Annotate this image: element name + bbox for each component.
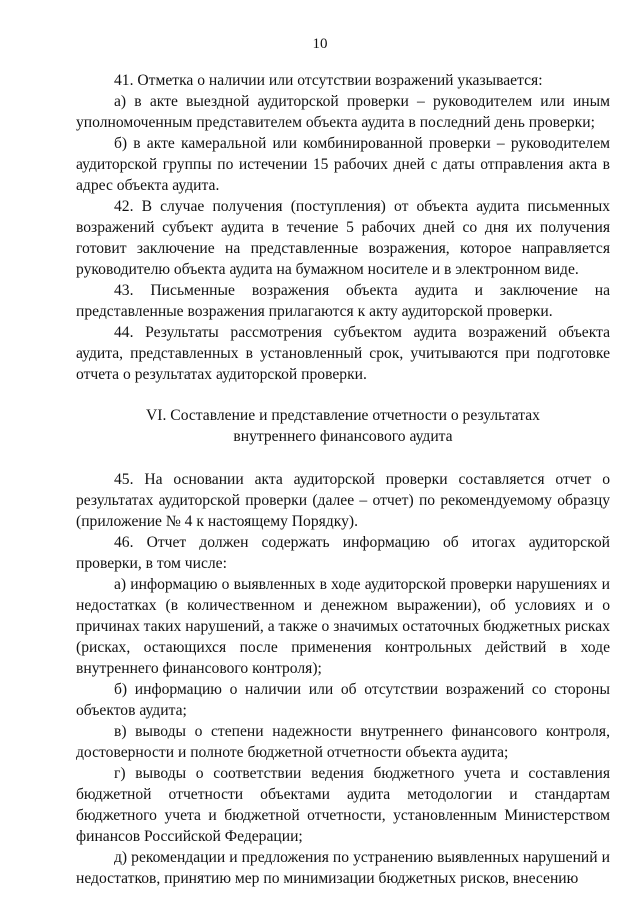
paragraph-46-b: б) информацию о наличии или об отсутствии возражений со стороны объектов аудита;: [76, 681, 610, 719]
paragraph-43: 43. Письменные возражения объекта аудита и заключение на представленные возражения прилагаются к акту аудиторской проверки.: [76, 282, 610, 320]
paragraph-46: 46. Отчет должен содержать информацию об итогах аудиторской проверки, в том числе:: [76, 534, 610, 572]
paragraph-44: 44. Результаты рассмотрения субъектом аудита возражений объекта аудита, представленных в установленный срок, учитываются при подготовке отчета о результатах аудиторской проверки.: [76, 324, 610, 383]
paragraph-45: 45. На основании акта аудиторской проверки составляется отчет о результатах аудиторской проверки (далее – отчет) по рекомендуемому образцу (приложение № 4 к настоящему Порядку).: [76, 471, 610, 530]
paragraph-46-a: а) информацию о выявленных в ходе аудиторской проверки нарушениях и недостатках (в количественном и денежном выражении), об условиях и о причинах таких нарушений, а также о значимых остаточных бюджетных рисках (рисках, остающихся после применения контрольных действий в ходе внутреннего финансового контроля);: [76, 576, 610, 677]
section-title-line-1: VI. Составление и представление отчетности о результатах: [146, 407, 540, 424]
paragraph-46-v: в) выводы о степени надежности внутреннего финансового контроля, достоверности и полноте бюджетной отчетности объекта аудита;: [76, 723, 610, 761]
paragraph-42: 42. В случае получения (поступления) от объекта аудита письменных возражений субъект аудита в течение 5 рабочих дней со дня их получения готовит заключение на представленные возражения, которое направляется руководителю объекта аудита на бумажном носителе и в электронном виде.: [76, 198, 610, 278]
paragraph-41-a: а) в акте выездной аудиторской проверки – руководителем или иным уполномоченным представителем объекта аудита в последний день проверки;: [76, 93, 610, 131]
paragraph-46-d: д) рекомендации и предложения по устранению выявленных нарушений и недостатков, принятию мер по минимизации бюджетных рисков, внесению: [76, 849, 610, 887]
paragraph-46-g: г) выводы о соответствии ведения бюджетного учета и составления бюджетной отчетности объектами аудита методологии и стандартам бюджетного учета и бюджетной отчетности, установленным Министерством финансов Российской Федерации;: [76, 765, 610, 845]
paragraph-41-b: б) в акте камеральной или комбинированной проверки – руководителем аудиторской группы по истечении 15 рабочих дней с даты отправления акта в адрес объекта аудита.: [76, 135, 610, 194]
section-title-line-2: внутреннего финансового аудита: [233, 428, 453, 445]
page-number: 10: [312, 36, 328, 52]
document-body: [76, 70, 610, 889]
paragraph-41: 41. Отметка о наличии или отсутствии возражений указывается:: [114, 72, 543, 89]
section-title: [76, 405, 610, 447]
